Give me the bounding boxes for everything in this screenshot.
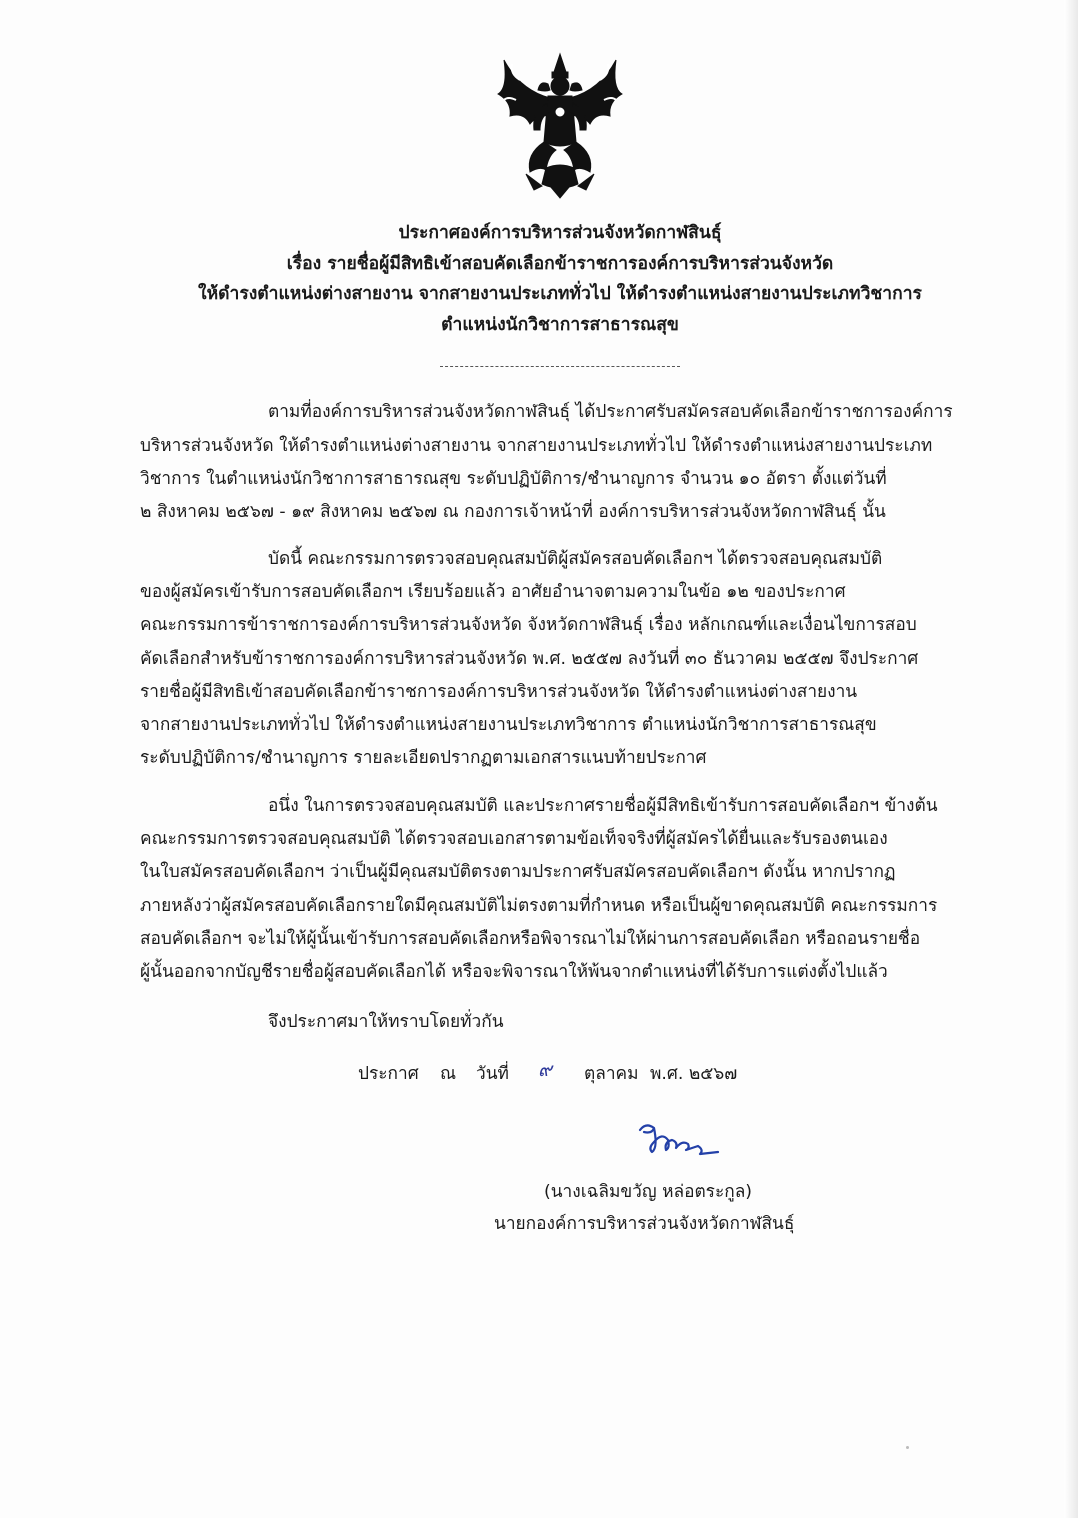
paragraph-3-line: สอบคัดเลือกฯ จะไม่ให้ผู้นั้นเข้ารับการสอบคัดเลือกหรือพิจารณาไม่ให้ผ่านการสอบคัดเลือก หรือถอนรายชื่อ bbox=[140, 929, 921, 949]
paragraph-1-line: ตามที่องค์การบริหารส่วนจังหวัดกาฬสินธุ์ ได้ประกาศรับสมัครสอบคัดเลือกข้าราชการองค์การ bbox=[268, 402, 953, 422]
date-at-label: ณ bbox=[440, 1064, 457, 1084]
paragraph-2-line: ระดับปฏิบัติการ/ชำนาญการ รายละเอียดปรากฏตามเอกสารแนบท้ายประกาศ bbox=[140, 748, 707, 768]
signatory-name: (นางเฉลิมขวัญ หล่อตระกูล) bbox=[544, 1182, 753, 1202]
paragraph-2-line: จากสายงานประเภททั่วไป ให้ดำรงตำแหน่งสายงานประเภทวิชาการ ตำแหน่งนักวิชาการสาธารณสุข bbox=[140, 715, 877, 735]
scan-speck bbox=[906, 1446, 909, 1449]
paragraph-3-line: อนึ่ง ในการตรวจสอบคุณสมบัติ และประกาศรายชื่อผู้มีสิทธิเข้ารับการสอบคัดเลือกฯ ข้างต้น bbox=[268, 796, 938, 816]
paragraph-3-line: ในใบสมัครสอบคัดเลือกฯ ว่าเป็นผู้มีคุณสมบัติตรงตามประกาศรับสมัครสอบคัดเลือกฯ ดังนั้น หากปรากฏ bbox=[140, 862, 896, 882]
paragraph-2-line: คณะกรรมการข้าราชการองค์การบริหารส่วนจังหวัด จังหวัดกาฬสินธุ์ เรื่อง หลักเกณฑ์และเงื่อนไขการสอบ bbox=[140, 615, 917, 635]
date-month: ตุลาคม bbox=[584, 1064, 639, 1084]
heading-line-4: ตำแหน่งนักวิชาการสาธารณสุข bbox=[441, 314, 679, 335]
date-day-label: วันที่ bbox=[476, 1064, 509, 1084]
heading-line-3: ให้ดำรงตำแหน่งต่างสายงาน จากสายงานประเภททั่วไป ให้ดำรงตำแหน่งสายงานประเภทวิชาการ bbox=[198, 284, 922, 304]
date-announce-label: ประกาศ bbox=[358, 1064, 419, 1084]
page-edge-shadow bbox=[1064, 0, 1078, 1518]
paragraph-2-line: บัดนี้ คณะกรรมการตรวจสอบคุณสมบัติผู้สมัครสอบคัดเลือกฯ ได้ตรวจสอบคุณสมบัติ bbox=[268, 549, 883, 569]
announcement-heading bbox=[120, 218, 1000, 340]
signatory-title: นายกองค์การบริหารส่วนจังหวัดกาฬสินธุ์ bbox=[494, 1214, 795, 1234]
date-day-handwritten: ๙ bbox=[538, 1059, 552, 1081]
paragraph-3-line: ผู้นั้นออกจากบัญชีรายชื่อผู้สอบคัดเลือกได้ หรือจะพิจารณาให้พ้นจากตำแหน่งที่ได้รับการแต่งตั้งไปแล้ว bbox=[140, 962, 888, 982]
paragraph-3-line: คณะกรรมการตรวจสอบคุณสมบัติ ได้ตรวจสอบเอกสารตามข้อเท็จจริงที่ผู้สมัครได้ยื่นและรับรองตนเอง bbox=[140, 829, 888, 849]
paragraph-3-line: ภายหลังว่าผู้สมัครสอบคัดเลือกรายใดมีคุณสมบัติไม่ตรงตามที่กำหนด หรือเป็นผู้ขาดคุณสมบัติ คณะกรรมการ bbox=[140, 896, 938, 916]
paragraph-2-line: ของผู้สมัครเข้ารับการสอบคัดเลือกฯ เรียบร้อยแล้ว อาศัยอำนาจตามความในข้อ ๑๒ ของประกาศ bbox=[140, 582, 846, 602]
paragraph-1-line: วิชาการ ในตำแหน่งนักวิชาการสาธารณสุข ระดับปฏิบัติการ/ชำนาญการ จำนวน ๑๐ อัตรา ตั้งแต่วันที่ bbox=[140, 469, 887, 489]
date-year: พ.ศ. ๒๕๖๗ bbox=[650, 1064, 738, 1084]
paragraph-1-line: บริหารส่วนจังหวัด ให้ดำรงตำแหน่งต่างสายงาน จากสายงานประเภททั่วไป ให้ดำรงตำแหน่งสายงานประเภท bbox=[140, 436, 933, 456]
paragraph-2-line: รายชื่อผู้มีสิทธิเข้าสอบคัดเลือกข้าราชการองค์การบริหารส่วนจังหวัด ให้ดำรงตำแหน่งต่างสายงาน bbox=[140, 682, 858, 702]
heading-divider bbox=[440, 366, 680, 367]
paragraph-1-line: ๒ สิงหาคม ๒๕๖๗ - ๑๙ สิงหาคม ๒๕๖๗ ณ กองการเจ้าหน้าที่ องค์การบริหารส่วนจังหวัดกาฬสินธุ์ นั้น bbox=[140, 502, 886, 522]
paragraph-2-line: คัดเลือกสำหรับข้าราชการองค์การบริหารส่วนจังหวัด พ.ศ. ๒๕๕๗ ลงวันที่ ๓๐ ธันวาคม ๒๕๕๗ จึงประกาศ bbox=[140, 649, 919, 669]
heading-line-1: ประกาศองค์การบริหารส่วนจังหวัดกาฬสินธุ์ bbox=[398, 223, 722, 243]
handwritten-signature-icon bbox=[632, 1118, 724, 1162]
garuda-emblem-icon bbox=[490, 50, 630, 200]
heading-line-2: เรื่อง รายชื่อผู้มีสิทธิเข้าสอบคัดเลือกข้าราชการองค์การบริหารส่วนจังหวัด bbox=[286, 253, 834, 274]
closing-statement: จึงประกาศมาให้ทราบโดยทั่วกัน bbox=[268, 1012, 504, 1032]
